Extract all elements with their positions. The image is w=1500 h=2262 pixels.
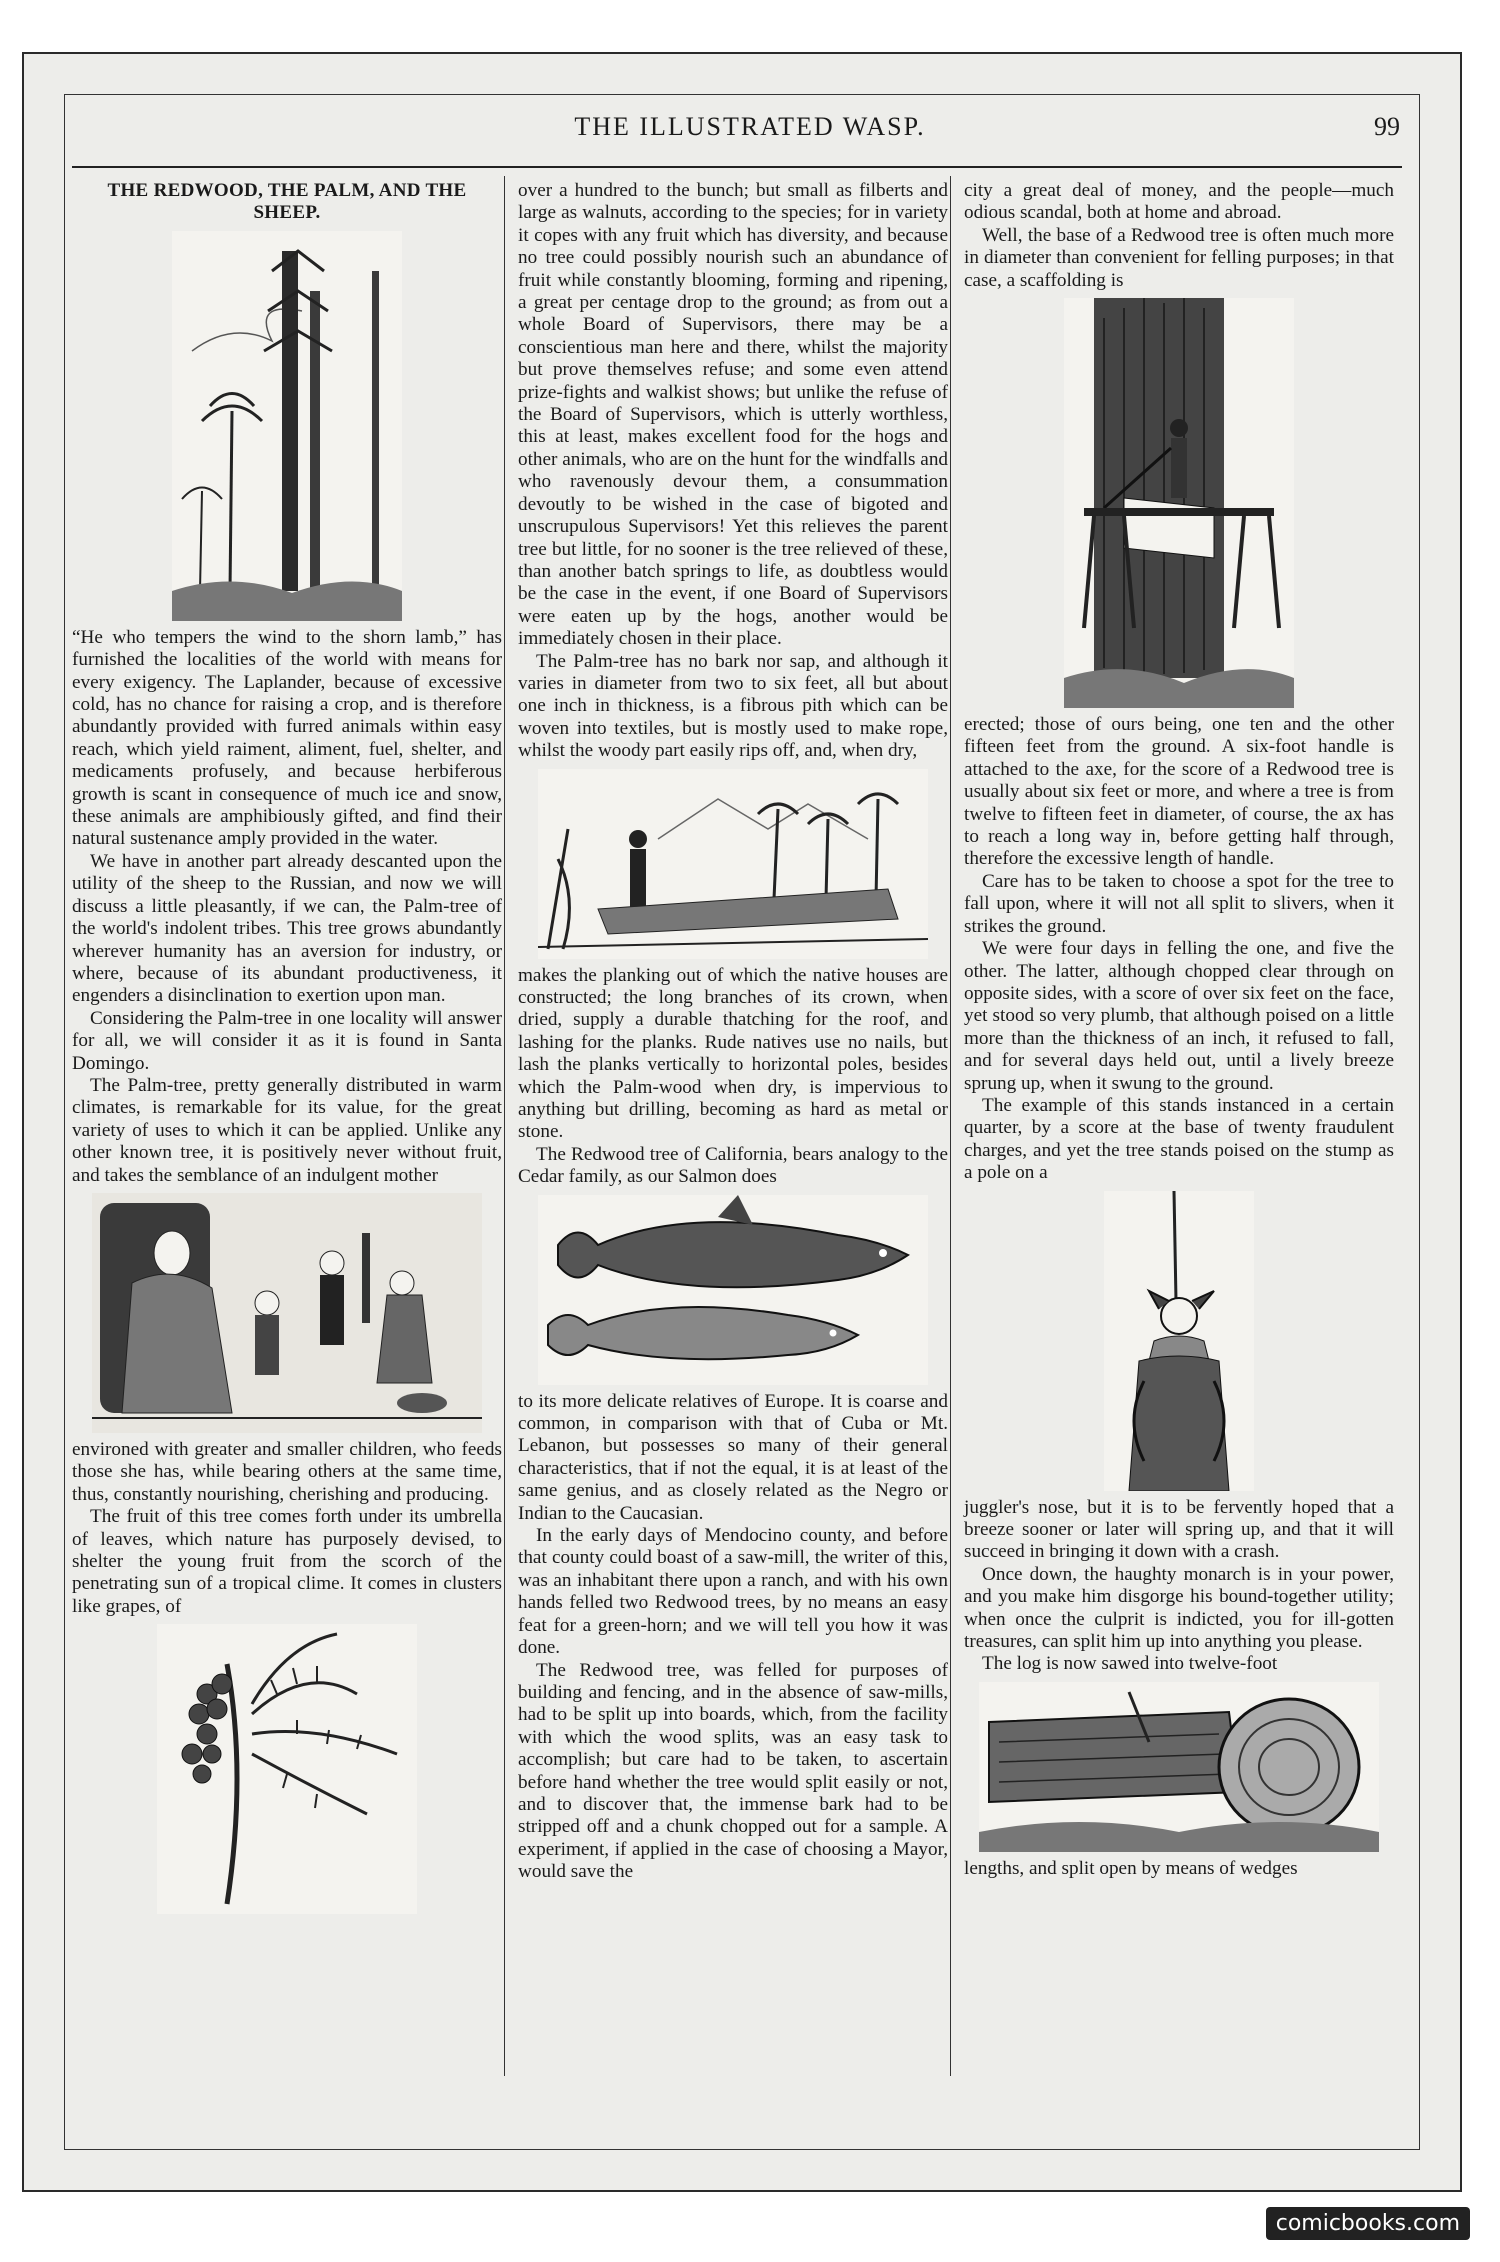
site-watermark: comicbooks.com xyxy=(1266,2207,1470,2240)
paragraph: environed with greater and smaller children, who feeds those she has, while bearing others at the same time, thus, constantly nourishing, cherishing and producing. xyxy=(72,1438,502,1505)
page-number: 99 xyxy=(1374,112,1400,141)
salmon-illustration xyxy=(538,1195,928,1385)
paragraph: makes the planking out of which the native houses are constructed; the long branches of its crown, when dried, supply a durable thatching for the roof, and lashing for the planks. Rude natives use no nails, but lash the planks vertically to horizontal poles, besides which the Palm-wood when dry, is impervious to anything but drilling, becoming as hard as metal or stone. xyxy=(518,964,948,1143)
column-divider xyxy=(504,176,505,2076)
paragraph: The Palm-tree, pretty generally distributed in warm climates, is remarkable for its value, for the great variety of uses to which it can be applied. Unlike any other known tree, it is positively never without fruit, and takes the semblance of an indulgent mother xyxy=(72,1074,502,1186)
paragraph: to its more delicate relatives of Europe. It is coarse and common, in comparison with that of Cuba or Mt. Lebanon, but possesses so many of their general characteristics, that if not the equal, it is at least of the same genius, and as closely related as the Negro or Indian to the Caucasian. xyxy=(518,1390,948,1524)
masthead-title: THE ILLUSTRATED WASP. xyxy=(574,112,926,141)
palm-fruit-illustration xyxy=(157,1624,417,1914)
paragraph: city a great deal of money, and the people—much odious scandal, both at home and abroad. xyxy=(964,180,1394,224)
redwood-log-illustration xyxy=(979,1682,1379,1852)
paragraph: Once down, the haughty monarch is in your power, and you make him disgorge his bound-together utility; when once the culprit is indicted, you for ill-gotten treasures, can split him up into anything you please. xyxy=(964,1563,1394,1652)
paragraph: erected; those of ours being, one ten and the other fifteen feet from the ground. A six-foot handle is attached to the axe, for the score of a Redwood tree is usually about six feet or more, and where a tree is from twelve to fifteen feet in diameter, of course, the ax has to reach a long way in, before getting half through, therefore the excessive length of handle. xyxy=(964,714,1394,870)
redwood-felling-illustration xyxy=(1064,298,1294,708)
paragraph: The example of this stands instanced in a certain quarter, by a score at the base of twenty fraudulent charges, and yet the tree stands poised on the stump as a pole on a xyxy=(964,1094,1394,1184)
paragraph: In the early days of Mendocino county, and before that county could boast of a saw-mill, the writer of this, was an inhabitant there upon a ranch, and with his own hands felled two Redwood trees, by no means an easy feat for a green-horn; and we will tell you how it was done. xyxy=(518,1525,948,1659)
paragraph: over a hundred to the bunch; but small as filberts and large as walnuts, according to the species; for in variety it copes with any fruit which has diversity, and because no tree could possibly nourish such an abundance of fruit while constantly blooming, forming and ripening, a great per centage drop to the ground; as from out a whole Board of Supervisors, there may be a conscientious man here and there, whilst the majority but prove themselves refuse; and some even attend prize-fights and walkist shows; but unlike the refuse of the Board of Supervisors, which is utterly worthless, this at least, makes excellent food for the hogs and other animals, who are on the hunt for the windfalls and who ravenously devour them, a consummation devoutly to be wished in the case of bigoted and unscrupulous Supervisors! Yet this relieves the parent tree but little, for no sooner is the tree relieved of these, than another batch springs to life, as doubtless would be the case in the event, if one Board of Supervisors were eaten up by the hogs, another would be immediately chosen in their place. xyxy=(518,180,949,650)
column-2 xyxy=(518,180,948,1884)
masthead-rule xyxy=(72,166,1402,168)
mother-children-illustration xyxy=(92,1193,482,1433)
paragraph: Well, the base of a Redwood tree is often much more in diameter than convenient for felling purposes; in that case, a scaffolding is xyxy=(964,224,1394,291)
juggler-illustration xyxy=(1104,1191,1254,1491)
paragraph: The Redwood tree, was felled for purposes of building and fencing, and in the absence of saw-mills, had to be split up into boards, which, from the facility with which the wood splits, was an easy task to accomplish; but care had to be taken, to ascertain before hand whether the tree would split easily or not, and to discover that, the immense bark had to be stripped off and a chunk chopped out for a sample. A experiment, if applied in the case of choosing a Mayor, would save the xyxy=(518,1659,948,1883)
redwood-palm-illustration xyxy=(172,231,402,621)
paragraph: We have in another part already descanted upon the utility of the sheep to the Russian, and now we will discuss a little pleasantly, if we can, the Palm-tree of the world's indolent tribes. This tree grows abundantly wherever humanity has an aversion for industry, or where, because of its abundant productiveness, it engenders a disinclination to exertion upon man. xyxy=(72,850,502,1007)
paragraph: Care has to be taken to choose a spot for the tree to fall upon, where it will not all split to slivers, when it strikes the ground. xyxy=(964,870,1394,937)
native-planking-illustration xyxy=(538,769,928,959)
column-divider xyxy=(950,176,951,2076)
paragraph: The Redwood tree of California, bears analogy to the Cedar family, as our Salmon does xyxy=(518,1143,948,1188)
paragraph: lengths, and split open by means of wedges xyxy=(964,1857,1298,1879)
paragraph: juggler's nose, but it is to be fervently hoped that a breeze sooner or later will spring up, and that it will succeed in bringing it down with a crash. xyxy=(964,1496,1394,1563)
paragraph: “He who tempers the wind to the shorn lamb,” has furnished the localities of the world with means for every exigency. The Laplander, because of excessive cold, has no chance for raising a crop, and is therefore abundantly provided with furred animals within easy reach, which yield raiment, aliment, fuel, shelter, and medicaments profusely, and because herbiferous growth is scant in consequence of much ice and snow, these animals are amphibiously gifted, and find their natural sustenance amply provided in the water. xyxy=(72,626,502,850)
column-1 xyxy=(72,180,502,1920)
article-title: THE REDWOOD, THE PALM, AND THE SHEEP. xyxy=(107,180,467,224)
paragraph: The log is now sawed into twelve-foot xyxy=(982,1653,1278,1675)
paragraph: The fruit of this tree comes forth under its umbrella of leaves, which nature has purposely devised, to shelter the young fruit from the scorch of the penetrating sun of a tropical clime. It comes in clusters like grapes, of xyxy=(72,1506,502,1617)
column-3 xyxy=(964,180,1394,1880)
paragraph: Considering the Palm-tree in one locality will answer for all, we will consider it as it is found in Santa Domingo. xyxy=(72,1007,502,1074)
paragraph: We were four days in felling the one, and five the other. The latter, although chopped clear through on opposite sides, with a score of over six feet on the face, yet stood so very plumb, that although poised on a little more than the thickness of an inch, it refused to fall, and for several days held out, until a lively breeze sprung up, when it swung to the ground. xyxy=(964,938,1394,1094)
paragraph: The Palm-tree has no bark nor sap, and although it varies in diameter from two to six feet, all but about one inch in thickness, is a fibrous pith which can be woven into textiles, but is mostly used to make rope, whilst the woody part easily rips off, and, when dry, xyxy=(518,650,948,762)
